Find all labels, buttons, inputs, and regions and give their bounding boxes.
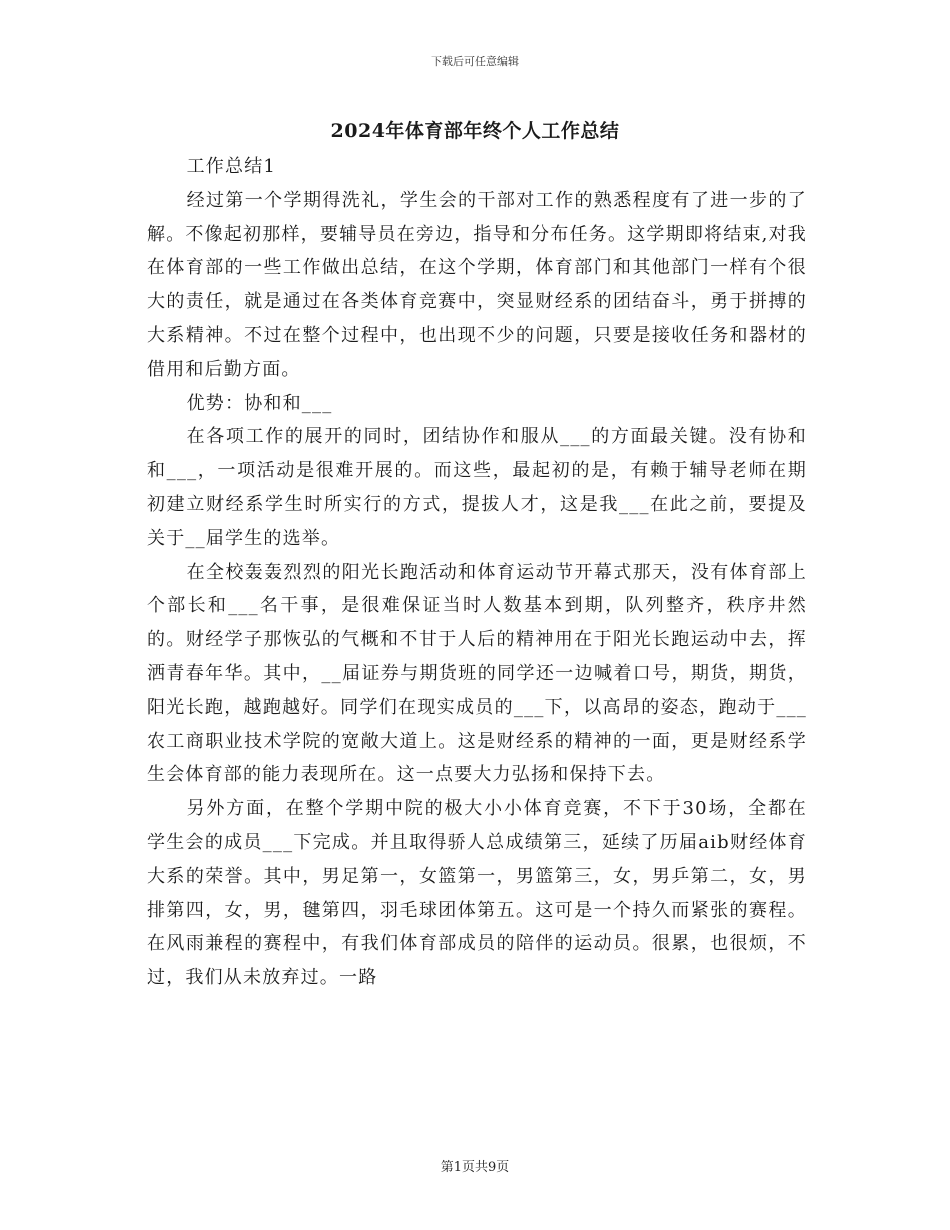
document-body <box>147 150 807 995</box>
document-title: 2024年体育部年终个人工作总结 <box>330 120 620 142</box>
paragraph: 经过第一个学期得洗礼，学生会的干部对工作的熟悉程度有了进一步的了解。不像起初那样，要辅导员在旁边，指导和分布任务。这学期即将结束,对我在体育部的一些工作做出总结，在这个学期，体育部门和其他部门一样有个很大的责任，就是通过在各类体育竞赛中，突显财经系的团结奋斗，勇于拼搏的大系精神。不过在整个过程中，也出现不少的问题，只要是接收任务和器材的借用和后勤方面。 <box>147 189 807 380</box>
header-note: 下载后可任意编辑 <box>431 55 519 68</box>
paragraph: 在各项工作的展开的同时，团结协作和服从___的方面最关键。没有协和和___，一项活动是很难开展的。而这些，最起初的是，有赖于辅导老师在期初建立财经系学生时所实行的方式，提拔人才，这是我___在此之前，要提及关于__届学生的选举。 <box>147 426 807 549</box>
paragraph: 在全校轰轰烈烈的阳光长跑活动和体育运动节开幕式那天，没有体育部上个部长和___名干事，是很难保证当时人数基本到期，队列整齐，秩序井然的。财经学子那恢弘的气概和不甘于人后的精神用在于阳光长跑运动中去，挥洒青春年华。其中，__届证券与期货班的同学还一边喊着口号，期货，期货，阳光长跑，越跑越好。同学们在现实成员的___下，以高昂的姿态，跑动于___农工商职业技术学院的宽敞大道上。这是财经系的精神的一面，更是财经系学生会体育部的能力表现所在。这一点要大力弘扬和保持下去。 <box>147 561 807 786</box>
subheading: 优势：协和和___ <box>186 392 333 414</box>
paragraph: 另外方面，在整个学期中院的极大小小体育竞赛，不下于30场，全都在学生会的成员___下完成。并且取得骄人总成绩第三，延续了历届aib财经体育大系的荣誉。其中，男足第一，女篮第一，男篮第三，女，男乒第二，女，男排第四，女，男，毽第四，羽毛球团体第五。这可是一个持久而紧张的赛程。在风雨兼程的赛程中，有我们体育部成员的陪伴的运动员。很累，也很烦，不过，我们从未放弃过。一路 <box>147 798 807 989</box>
section-heading: 工作总结1 <box>186 156 277 177</box>
page-number: 第1页共9页 <box>440 1160 510 1175</box>
